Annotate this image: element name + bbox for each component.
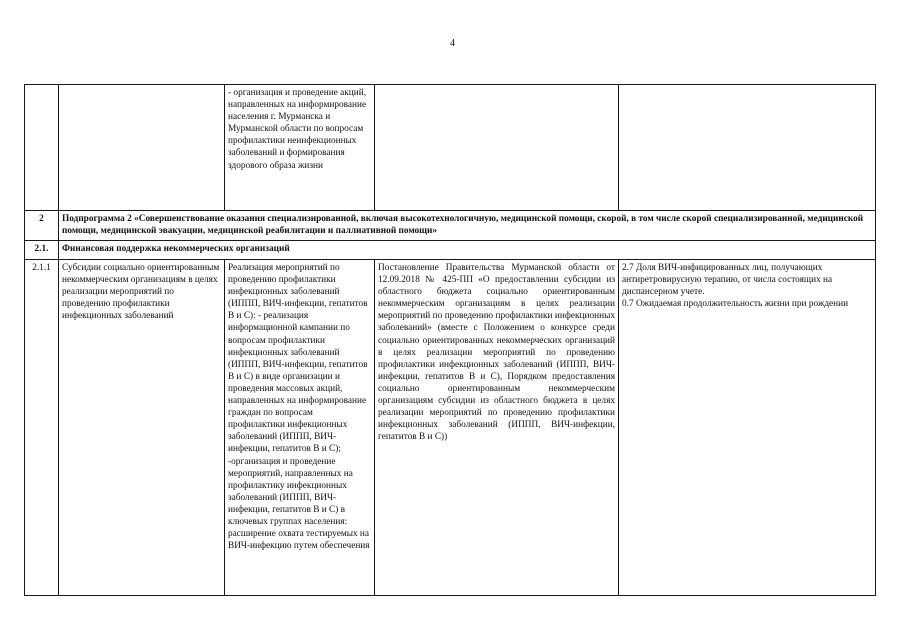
item-number: 2.1.1 <box>25 260 59 596</box>
measures-table <box>24 84 876 596</box>
subprogram-number: 2 <box>25 211 59 241</box>
item-indicators <box>619 260 876 596</box>
cell-num <box>25 85 59 211</box>
cell-activities: - организация и проведение акций, направленных на информирование населения г. Мурманска и Мурманской области по вопросам профилактики неинфекционных заболеваний и формирования здорового образа жизни <box>225 85 375 211</box>
table-row-item <box>25 260 876 596</box>
item-name: Субсидии социально ориентированным некоммерческим организациям в целях реализации мероприятий по проведению профилактики инфекционных заболеваний <box>59 260 225 596</box>
cell-indicators <box>619 85 876 211</box>
cell-legal-basis <box>375 85 619 211</box>
indicator-line: 2.7 Доля ВИЧ-инфицированных лиц, получающих антиретровирусную терапию, от числа состоящих на диспансерном учете. <box>622 263 833 298</box>
item-legal-basis: Постановление Правительства Мурманской области от 12.09.2018 № 425-ПП «О предоставлении субсидии из областного бюджета социально ориентированным некоммерческим организациям в целях реализации мероприятий по проведению профилактики инфекционных заболеваний» (вместе с Положением о конкурсе среди социально ориентированных некоммерческих организаций в целях реализации мероприятий по проведению профилактики инфекционных заболеваний (ИППП, ВИЧ-инфекции, гепатитов В и С), Порядком предоставления социально ориентированным некоммерческим организациям субсидии из областного бюджета в целях реализации мероприятий по проведению профилактики инфекционных заболеваний (ИППП, ВИЧ-инфекции, гепатитов В и С)) <box>375 260 619 596</box>
section-number: 2.1. <box>25 241 59 260</box>
subprogram-title: Подпрограмма 2 «Совершенствование оказания специализированной, включая высокотехнологичную, медицинской помощи, скорой, в том числе скорой специализированной, медицинской помощи, медицинской эвакуации, медицинской реабилитации и паллиативной помощи» <box>59 211 876 241</box>
table-row-subprogram <box>25 211 876 241</box>
cell-name <box>59 85 225 211</box>
indicator-line: 0.7 Ожидаемая продолжительность жизни при рождении <box>622 299 849 310</box>
item-activities: Реализация мероприятий по проведению профилактики инфекционных заболеваний (ИППП, ВИЧ-инфекции, гепатитов В и С): - реализация информационной кампании по вопросам профилактики инфекционных заболеваний (ИППП, ВИЧ-инфекции, гепатитов В и С) в виде организации и проведения массовых акций, направленных на информирование граждан по вопросам профилактики инфекционных заболеваний (ИППП, ВИЧ-инфекции, гепатитов В и С); -организация и проведение мероприятий, направленных на профилактику инфекционных заболеваний (ИППП, ВИЧ-инфекции, гепатитов В и С) в ключевых группах населения: расширение охвата тестируемых на ВИЧ-инфекцию путем обеспечения <box>225 260 375 596</box>
section-title: Финансовая поддержка некоммерческих организаций <box>59 241 876 260</box>
page-number: 4 <box>450 38 455 49</box>
table-row-section <box>25 241 876 260</box>
table-row-continuation <box>25 85 876 211</box>
